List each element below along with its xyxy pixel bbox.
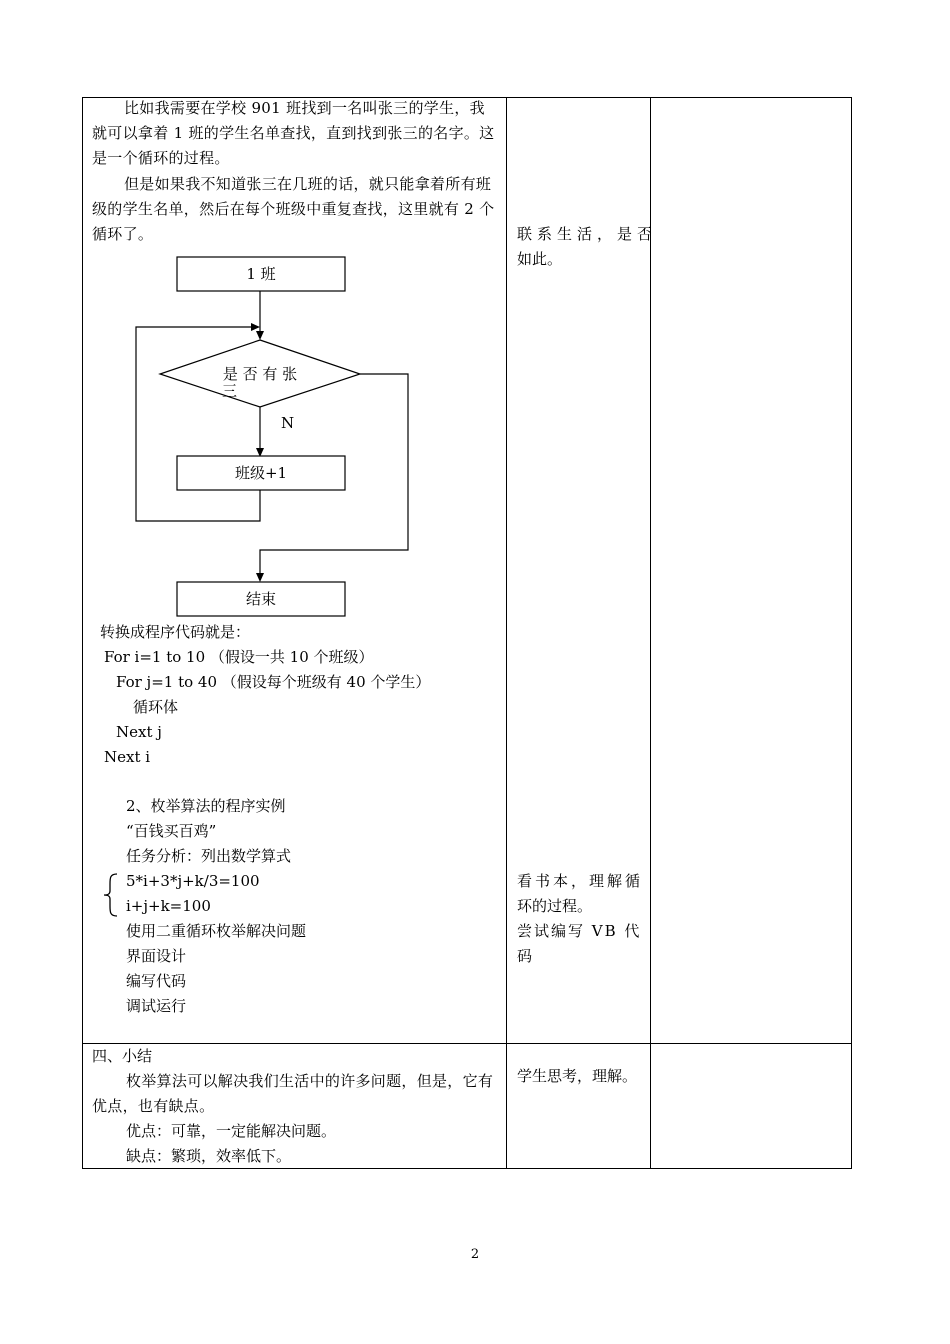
task-analysis: 任务分析：列出数学算式 xyxy=(126,847,292,865)
code-line-for-j: For j=1 to 40 （假设每个班级有 40 个学生） xyxy=(116,673,431,691)
summary-student-note: 学生思考，理解。 xyxy=(517,1067,638,1085)
summary-advantage: 优点：可靠，一定能解决问题。 xyxy=(126,1122,337,1140)
end-box-label: 结束 xyxy=(245,590,277,608)
equation-1: 5*i+3*j+k/3=100 xyxy=(126,872,260,890)
code-line-next-i: Next i xyxy=(104,748,151,766)
example-title: “百钱买百鸡” xyxy=(126,822,217,840)
code-line-body: 循环体 xyxy=(133,698,179,716)
equation-2: i+j+k=100 xyxy=(126,897,211,915)
row-divider xyxy=(82,1043,852,1044)
student-note-2-line-3: 尝试编写 VB 代 xyxy=(517,922,642,940)
intro-paragraph-2: 但是如果我不知道张三在几班的话，就只能拿着所有班级的学生名单，然后在每个班级中重复查找，这里就有 2 个循环了。 xyxy=(92,175,495,243)
equation-brace xyxy=(101,872,121,918)
no-branch-label: N xyxy=(281,414,295,432)
page-number: 2 xyxy=(470,1247,480,1262)
student-note-2-line-2: 环的过程。 xyxy=(517,897,593,915)
student-note-2-line-1: 看书本，理解循 xyxy=(517,872,644,890)
increment-box-label: 班级+1 xyxy=(234,464,288,482)
step-1: 使用二重循环枚举解决问题 xyxy=(126,922,307,940)
summary-heading: 四、小结 xyxy=(92,1047,153,1065)
loop-flowchart xyxy=(120,250,420,630)
column-divider-1 xyxy=(506,97,507,1169)
student-note-1-line-1: 联系生活，是否 xyxy=(517,225,658,243)
section-2-title: 2、枚举算法的程序实例 xyxy=(126,797,286,815)
step-4: 调试运行 xyxy=(126,997,187,1015)
summary-paragraph: 枚举算法可以解决我们生活中的许多问题，但是，它有优点，也有缺点。 xyxy=(92,1072,494,1115)
step-2: 界面设计 xyxy=(126,947,187,965)
intro-paragraph-1: 比如我需要在学校 901 班找到一名叫张三的学生，我就可以拿着 1 班的学生名单查找，直到找到张三的名字。这是一个循环的过程。 xyxy=(92,99,495,167)
student-note-2-line-4: 码 xyxy=(517,947,533,965)
code-intro: 转换成程序代码就是： xyxy=(100,623,251,641)
decision-label-line1: 是 否 有 张 xyxy=(222,365,298,383)
step-3: 编写代码 xyxy=(126,972,187,990)
column-divider-2 xyxy=(650,97,651,1169)
code-line-next-j: Next j xyxy=(116,723,162,741)
start-box-label: 1 班 xyxy=(246,265,276,283)
code-line-for-i: For i=1 to 10 （假设一共 10 个班级） xyxy=(104,648,374,666)
decision-label-line2: 三 xyxy=(222,382,238,400)
summary-disadvantage: 缺点：繁琐，效率低下。 xyxy=(126,1147,292,1165)
student-note-1-line-2: 如此。 xyxy=(517,250,563,268)
